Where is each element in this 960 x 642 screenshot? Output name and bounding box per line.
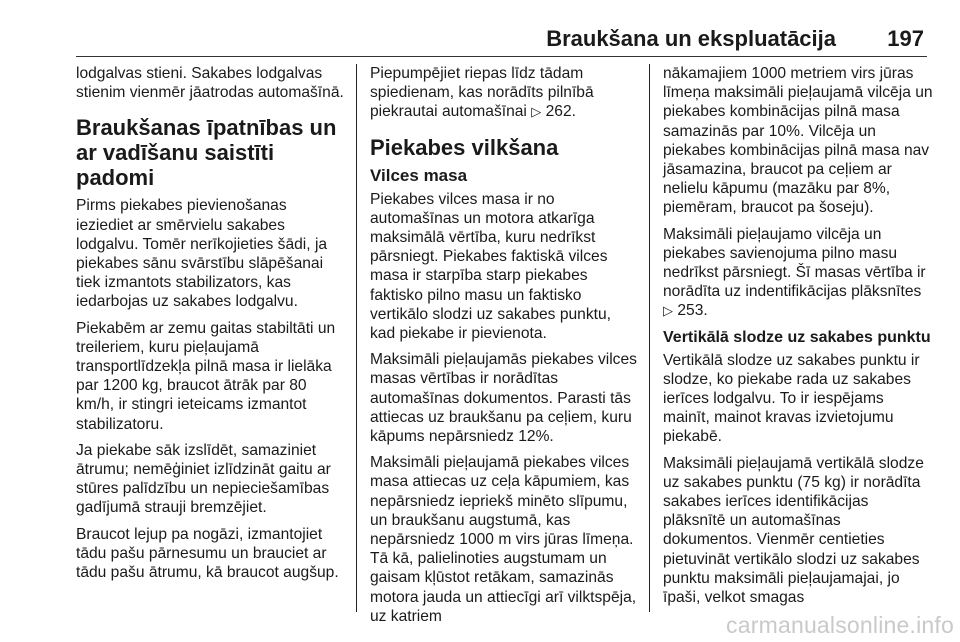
page-reference[interactable]: 253.	[677, 302, 708, 320]
paragraph-max-mass	[663, 225, 933, 321]
subheading-vertical-load: Vertikālā slodze uz sakabes punktu	[663, 328, 931, 346]
paragraph-continued: lodgalvas stieni. Sakabes lodgalvas stienim vienmēr jāatrodas automašīnā.	[76, 65, 344, 102]
subheading-trailer-load: Vilces masa	[370, 165, 468, 185]
column-divider	[356, 64, 357, 612]
header-rule	[76, 56, 927, 57]
paragraph: Maksimāli pieļaujamās piekabes vilces masas vērtības ir norādītas automašīnas dokumentos. Parasti tās attiecas uz braukšanu pa ceļiem, kuru kāpums nepārsniedz 12%.	[370, 351, 637, 446]
paragraph: Maksimāli pieļaujamā piekabes vilces masa attiecas uz ceļa kāpumiem, kas nepārsniedz iepriekš minēto slīpumu, un braukšanu augstumā, kas nepārsniedz 1000 m virs jūras līmeņa. Tā kā, palielinoties augstumam un gaisam kļūstot retākam, samazinās motora jauda un attiecīgi arī vilktspēja, uz katriem	[370, 454, 637, 625]
page-header	[0, 0, 960, 60]
paragraph-text: Maksimāli pieļaujamo vilcēja un piekabes savienojuma pilno masu nedrīkst pārsniegt. Šī masas vērtība ir norādīta uz indentifikācijas plāksnītes	[663, 225, 926, 301]
paragraph-tyre-pressure	[370, 64, 638, 122]
paragraph: Piekabēm ar zemu gaitas stabiltāti un treileriem, kuru pieļaujamā transportlīdzekļa pilnā masa ir lielāka par 1200 kg, braucot ātrāk par 80 km/h, ir stingri ieteicams izmantot stabilizatoru.	[76, 319, 336, 433]
page-reference[interactable]: 262.	[545, 103, 576, 121]
page-reference-arrow-icon: ▷	[663, 303, 673, 319]
paragraph: Ja piekabe sāk izslīdēt, samaziniet ātrumu; nemēģiniet izlīdzināt gaitu ar stūres palīdzību un nepieciešamības gadījumā strauji bremzējiet.	[76, 441, 331, 517]
page-number: 197	[887, 26, 924, 51]
column-1	[76, 64, 344, 612]
chapter-title: Braukšana un ekspluatācija	[546, 26, 836, 51]
paragraph: Pirms piekabes pievienošanas ieziediet ar smērvielu sakabes lodgalvu. Tomēr nerīkojieties šādi, ja piekabes sānu svārstību slāpēšanai tiek izmantots stabilizators, kas iedarbojas uz sakabes lodgalvu.	[76, 197, 328, 311]
watermark: carmanualsonline.info	[726, 612, 954, 638]
page-reference-arrow-icon: ▷	[531, 104, 542, 120]
paragraph: Braucot lejup pa nogāzi, izmantojiet tādu pašu pārnesumu un brauciet ar tādu pašu ātrumu, kā braucot augšup.	[76, 525, 339, 582]
paragraph: Piekabes vilces masa ir no automašīnas un motora atkarīga maksimālā vērtība, kuru nedrīkst pārsniegt. Piekabes faktiskā vilces masa ir starpība starp piekabes faktisko pilno masu un faktisko vertikālo slodzi uz sakabes punktu, kad piekabe ir pievienota.	[370, 190, 611, 343]
paragraph: Maksimāli pieļaujamā vertikālā slodze uz sakabes punktu (75 kg) ir norādīta sakabes ierīces identifikācijas plāksnītē un automašīnas dokumentos. Vienmēr centieties pietuvināt vertikālo slodzi uz sakabes punktu maksimāli pieļaujamajai, jo īpaši, velkot smagas	[663, 454, 924, 607]
column-divider	[649, 64, 650, 612]
section-heading-trailer-towing: Piekabes vilkšana	[370, 134, 559, 160]
paragraph: nākamajiem 1000 metriem virs jūras līmeņa maksimāli pieļaujamā vilcēja un piekabes kombinācijas pilnā masa samazinās par 10%. Vilcēja un piekabes kombinācijas pilnā masa nav jāsamazina, braucot pa ceļiem ar nelielu kāpumu (mazāku par 8%, piemēram, braucot pa šoseju).	[663, 65, 933, 217]
section-heading-driving-tips: Braukšanas īpatnības un ar vadīšanu saistīti padomi	[76, 115, 337, 191]
paragraph-text: Piepumpējiet riepas līdz tādam spiedienam, kas norādīts pilnībā piekrautai automašīnai	[370, 65, 594, 121]
column-2	[370, 64, 638, 625]
paragraph: Vertikālā slodze uz sakabes punktu ir slodze, ko piekabe rada uz sakabes ierīces lodgalvu. To ir iespējams mainīt, mainot kravas izvietojumu piekabē.	[663, 351, 920, 446]
column-3	[663, 64, 933, 612]
